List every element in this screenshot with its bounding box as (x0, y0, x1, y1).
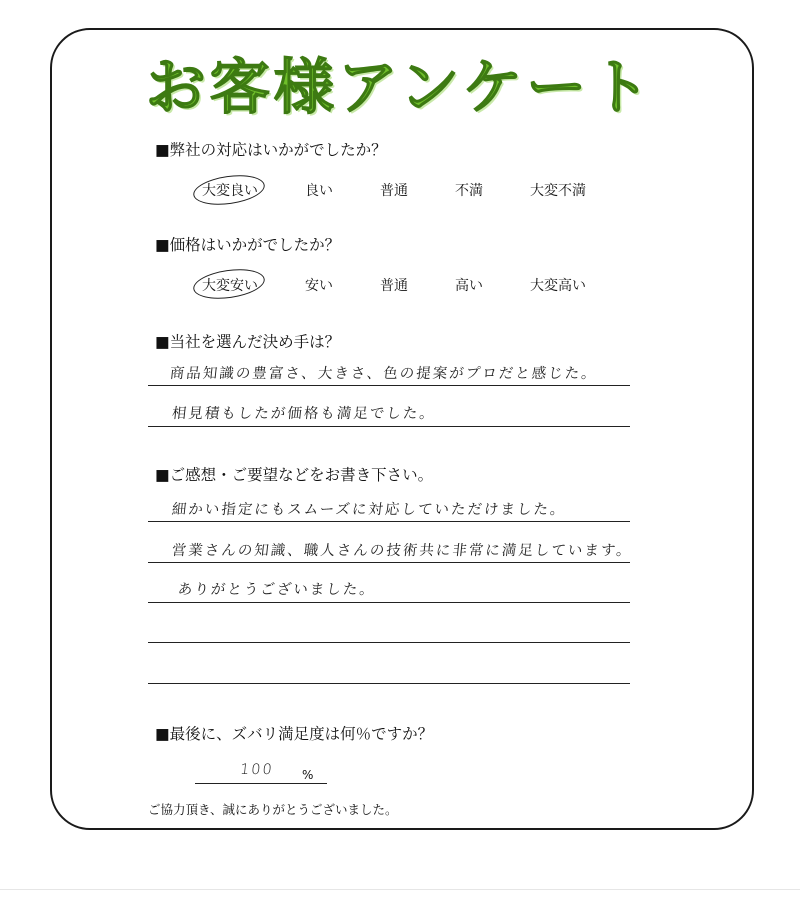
satisfaction-unit: % (302, 768, 314, 782)
answer-comments-line-2: 営業さんの知識、職人さんの技術共に非常に満足しています。 (171, 543, 634, 559)
answer-reason-line-2: 相見積もしたが価格も満足でした。 (171, 406, 437, 422)
option-price-4[interactable]: 高い (455, 278, 483, 294)
option-price-5[interactable]: 大変高い (530, 278, 586, 294)
answer-line (148, 642, 630, 643)
option-price-2[interactable]: 安い (305, 278, 333, 294)
answer-line (148, 521, 630, 522)
question-price: ■価格はいかがでしたか？ (155, 236, 341, 254)
option-service-4[interactable]: 不満 (455, 183, 483, 199)
answer-line (148, 385, 630, 386)
answer-line (148, 426, 630, 427)
answer-reason-line-1: 商品知識の豊富さ、大きさ、色の提案がプロだと感じた。 (169, 366, 599, 382)
satisfaction-line (195, 783, 327, 784)
answer-comments-line-3: ありがとうございました。 (177, 582, 377, 598)
answer-line (148, 602, 630, 603)
satisfaction-value: 100 (239, 762, 275, 778)
answer-comments-line-1: 細かい指定にもスムーズに対応していただけました。 (171, 502, 568, 518)
question-comments: ■ご感想・ご要望などをお書き下さい。 (155, 466, 434, 484)
option-price-1[interactable]: 大変安い (202, 278, 258, 294)
option-price-3[interactable]: 普通 (380, 278, 408, 294)
answer-line (148, 683, 630, 684)
page-edge (0, 889, 800, 890)
question-service: ■弊社の対応はいかがでしたか？ (155, 141, 387, 159)
closing-message: ご協力頂き、誠にありがとうございました。 (148, 802, 398, 817)
answer-line (148, 562, 630, 563)
question-satisfaction: ■最後に、ズバリ満足度は何％ですか？ (155, 725, 434, 743)
question-reason: ■当社を選んだ決め手は？ (155, 333, 341, 351)
option-service-3[interactable]: 普通 (380, 183, 408, 199)
option-service-2[interactable]: 良い (305, 183, 333, 199)
option-service-5[interactable]: 大変不満 (530, 183, 586, 199)
option-service-1[interactable]: 大変良い (202, 183, 258, 199)
survey-title: お客様アンケート (145, 53, 655, 123)
